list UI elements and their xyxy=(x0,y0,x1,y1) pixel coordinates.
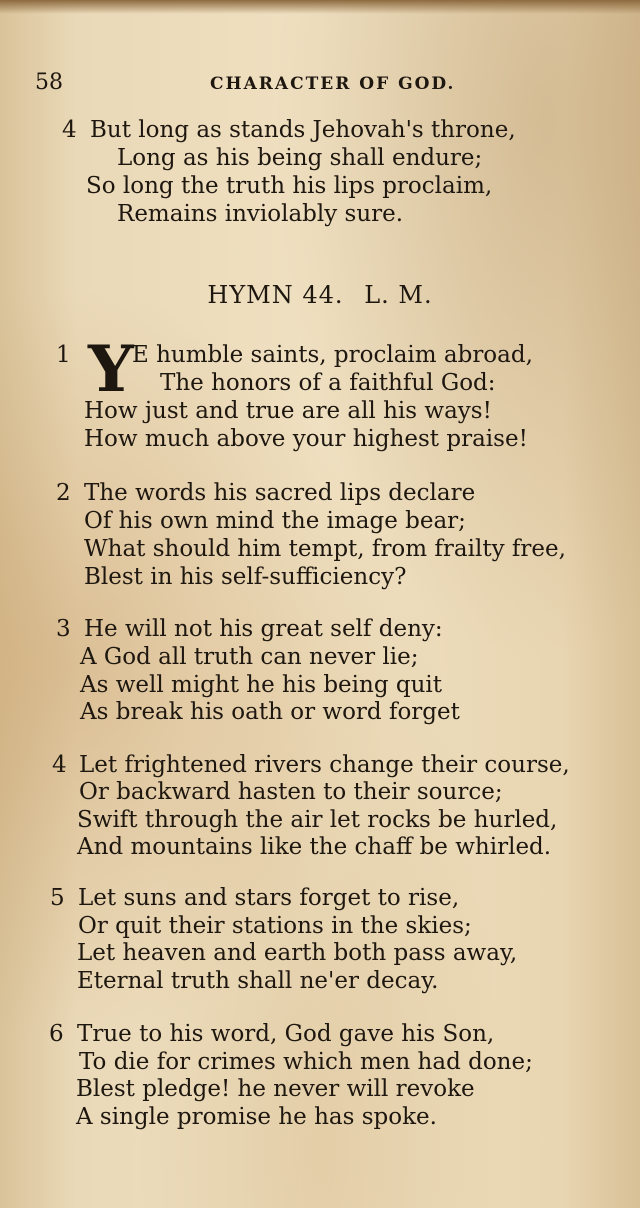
hymn-title xyxy=(0,281,640,309)
verse-line: Remains inviolably sure. xyxy=(117,201,404,227)
verse-line: Of his own mind the image bear; xyxy=(84,508,466,534)
verse-line: But long as stands Jehovah's throne, xyxy=(90,117,516,143)
stanza-number: 3 xyxy=(56,616,71,642)
verse-line: Blest pledge! he never will revoke xyxy=(76,1076,475,1102)
page-number: 58 xyxy=(35,70,63,95)
stanza-number: 5 xyxy=(50,885,65,911)
verse-line: He will not his great self deny: xyxy=(84,616,443,642)
stanza-number: 1 xyxy=(56,342,71,368)
verse-line: The honors of a faithful God: xyxy=(160,370,496,396)
stanza-number: 4 xyxy=(62,117,77,143)
verse-line: Let heaven and earth both pass away, xyxy=(77,940,518,966)
verse-line: How much above your highest praise! xyxy=(84,426,528,452)
drop-cap: Y xyxy=(88,332,134,407)
verse-line: Blest in his self-sufficiency? xyxy=(84,564,407,590)
hymn-meter: L. M. xyxy=(364,281,433,309)
page-header xyxy=(0,70,640,100)
verse-line: Let suns and stars forget to rise, xyxy=(78,885,460,911)
verse-line: A God all truth can never lie; xyxy=(80,644,419,670)
verse-line: How just and true are all his ways! xyxy=(84,398,492,424)
running-title: CHARACTER OF GOD. xyxy=(210,74,456,94)
verse-line: Let frightened rivers change their course, xyxy=(79,752,570,778)
verse-line: So long the truth his lips proclaim, xyxy=(86,173,493,199)
verse-line: Swift through the air let rocks be hurled, xyxy=(77,807,558,833)
stanza-number: 6 xyxy=(49,1021,64,1047)
verse-line: E humble saints, proclaim abroad, xyxy=(132,342,533,368)
verse-line: A single promise he has spoke. xyxy=(76,1104,437,1130)
stanza-number: 4 xyxy=(52,752,67,778)
verse-line: Or quit their stations in the skies; xyxy=(78,913,472,939)
verse-line: As well might he his being quit xyxy=(80,672,442,698)
page-top-edge xyxy=(0,0,640,14)
verse-line: As break his oath or word forget xyxy=(80,699,460,725)
stanza-number: 2 xyxy=(56,480,71,506)
verse-line: Eternal truth shall ne'er decay. xyxy=(77,968,439,994)
hymn-number: HYMN 44. xyxy=(207,281,344,309)
verse-line: Or backward hasten to their source; xyxy=(79,779,503,805)
verse-line: What should him tempt, from frailty free, xyxy=(84,536,566,562)
verse-line: The words his sacred lips declare xyxy=(84,480,476,506)
verse-line: True to his word, God gave his Son, xyxy=(77,1021,495,1047)
verse-line: Long as his being shall endure; xyxy=(117,145,483,171)
verse-line: And mountains like the chaff be whirled. xyxy=(77,834,552,860)
verse-line: To die for crimes which men had done; xyxy=(79,1049,533,1075)
